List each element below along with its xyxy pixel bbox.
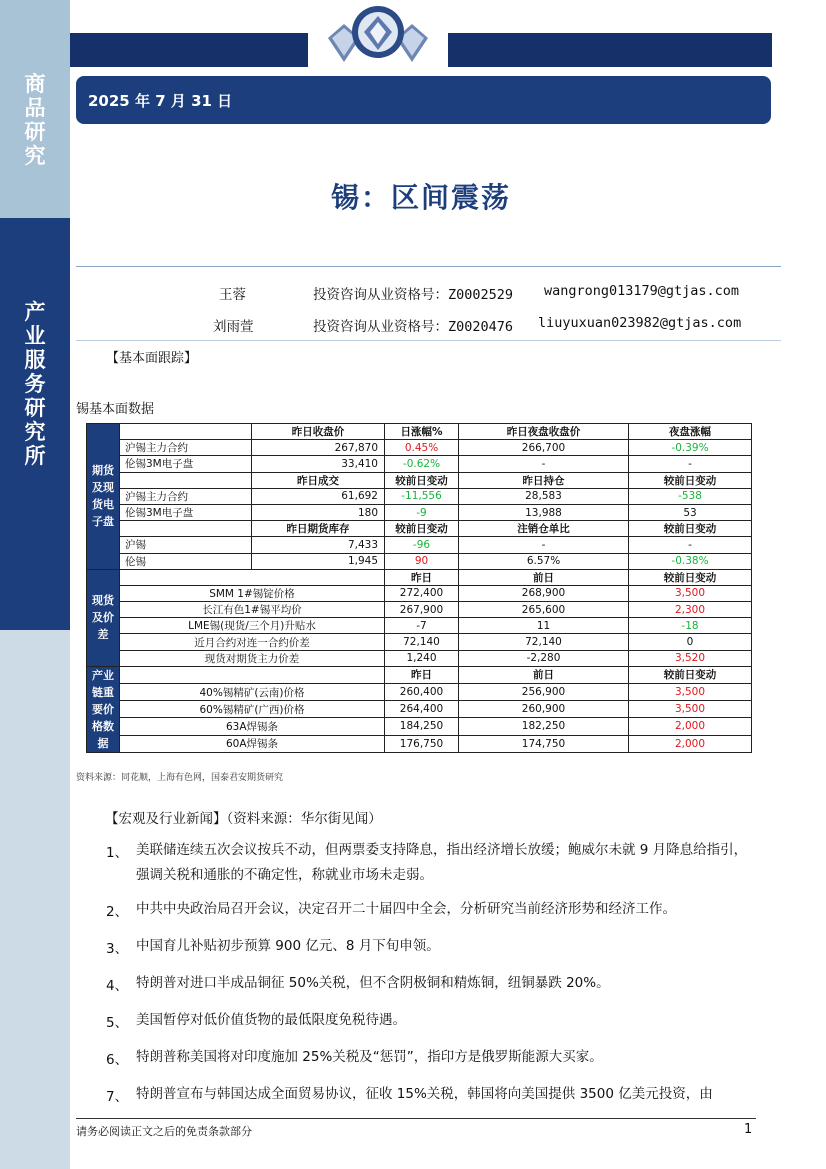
- group-label: 现货及价差: [87, 569, 120, 666]
- table-cell: 33,410: [252, 456, 385, 472]
- table-cell: 2,000: [629, 718, 752, 735]
- column-header: 较前日变动: [629, 521, 752, 537]
- table-cell: -11,556: [385, 488, 459, 504]
- group-label: 期货及现货电子盘: [87, 424, 120, 570]
- news-item: 中共中央政治局召开会议，决定召开二十届四中全会，分析研究当前经济形势和经济工作。: [136, 901, 676, 917]
- table-header-row: [87, 472, 752, 488]
- sidebar-char: 品: [24, 95, 46, 120]
- row-label: 现货对期货主力价差: [120, 650, 385, 666]
- news-item: 中国育儿补贴初步预算 900 亿元、8 月下旬申领。: [136, 938, 440, 954]
- report-title: 锡：区间震荡: [330, 181, 511, 214]
- sidebar-char: 研: [24, 119, 46, 144]
- table-cell: -0.39%: [629, 440, 752, 456]
- table-row: [87, 488, 752, 504]
- column-header: 日涨幅%: [385, 424, 459, 440]
- column-header: 较前日变动: [629, 472, 752, 488]
- table-cell: 7,433: [252, 537, 385, 553]
- table-cell: -0.38%: [629, 553, 752, 569]
- table-cell: 184,250: [385, 718, 459, 735]
- table-row: [87, 504, 752, 520]
- row-label: [120, 521, 252, 537]
- sidebar-char: 务: [24, 371, 46, 396]
- row-label: 沪锡主力合约: [120, 488, 252, 504]
- column-header: 夜盘涨幅: [629, 424, 752, 440]
- table-cell: 0: [629, 634, 752, 650]
- table-row: [87, 634, 752, 650]
- table-cell: 1,240: [385, 650, 459, 666]
- table-cell: 3,500: [629, 701, 752, 718]
- table-row: [87, 718, 752, 735]
- table-cell: -538: [629, 488, 752, 504]
- side-bar-bottom: [0, 630, 70, 1169]
- column-header: 较前日变动: [385, 472, 459, 488]
- row-label: [120, 472, 252, 488]
- table-cell: 2,000: [629, 735, 752, 752]
- news-number: 1、: [106, 845, 129, 861]
- table-cell: 266,700: [459, 440, 629, 456]
- table-row: [87, 537, 752, 553]
- table-cell: -0.62%: [385, 456, 459, 472]
- page-number: 1: [744, 1122, 753, 1137]
- table-cell: -18: [629, 618, 752, 634]
- group-label: 产业链重要价格数据: [87, 666, 120, 752]
- section-heading-news: 【宏观及行业新闻】（资料来源：华尔街见闻）: [105, 811, 382, 827]
- row-label: 近月合约对连一合约价差: [120, 634, 385, 650]
- table-cell: 3,500: [629, 684, 752, 701]
- row-label: LME锡(现货/三个月)升贴水: [120, 618, 385, 634]
- footer-divider: [76, 1118, 756, 1119]
- column-header: 前日: [459, 666, 629, 683]
- news-number: 5、: [106, 1015, 129, 1031]
- author-email[interactable]: liuyuxuan023982@gtjas.com: [538, 315, 742, 331]
- column-header: 昨日: [385, 569, 459, 585]
- column-header: 昨日收盘价: [252, 424, 385, 440]
- table-cell: 0.45%: [385, 440, 459, 456]
- sidebar-char: 产: [24, 299, 46, 324]
- table-cell: 267,900: [385, 602, 459, 618]
- column-header: 昨日夜盘收盘价: [459, 424, 629, 440]
- column-header: 昨日期货库存: [252, 521, 385, 537]
- divider: [76, 266, 781, 267]
- column-header: 昨日持仓: [459, 472, 629, 488]
- sidebar-char: 究: [24, 143, 46, 168]
- table-cell: 28,583: [459, 488, 629, 504]
- table-header-row: [87, 666, 752, 683]
- divider: [76, 340, 781, 341]
- table-cell: 260,900: [459, 701, 629, 718]
- table-row: [87, 602, 752, 618]
- table-cell: 264,400: [385, 701, 459, 718]
- news-item: 美联储连续五次会议按兵不动，但两票委支持降息，指出经济增长放缓；鲍威尔未就 9 月降息给指引，强调关税和通胀的不确定性，称就业市场未走弱。: [136, 842, 748, 883]
- table-cell: 256,900: [459, 684, 629, 701]
- table-cell: 2,300: [629, 602, 752, 618]
- author-cert: 投资咨询从业资格号：Z0020476: [313, 319, 514, 335]
- table-cell: -9: [385, 504, 459, 520]
- table-cell: 6.57%: [459, 553, 629, 569]
- table-cell: -: [629, 537, 752, 553]
- table-row: [87, 440, 752, 456]
- table-cell: 90: [385, 553, 459, 569]
- table-cell: 72,140: [385, 634, 459, 650]
- table-cell: 1,945: [252, 553, 385, 569]
- row-label: 伦锡: [120, 553, 252, 569]
- table-cell: -: [459, 537, 629, 553]
- table-row: [87, 701, 752, 718]
- table-cell: 11: [459, 618, 629, 634]
- table-cell: 61,692: [252, 488, 385, 504]
- column-header: 昨日成交: [252, 472, 385, 488]
- table-cell: -: [459, 456, 629, 472]
- table-cell: 3,500: [629, 585, 752, 601]
- table-cell: -96: [385, 537, 459, 553]
- table-row: [87, 618, 752, 634]
- table-cell: 182,250: [459, 718, 629, 735]
- row-label: 伦锡3M电子盘: [120, 456, 252, 472]
- table-cell: 267,870: [252, 440, 385, 456]
- table-row: [87, 456, 752, 472]
- column-header: 前日: [459, 569, 629, 585]
- table-row: [87, 553, 752, 569]
- sidebar-char: 研: [24, 395, 46, 420]
- table-cell: 3,520: [629, 650, 752, 666]
- news-item: 特朗普称美国将对印度施加 25%关税及“惩罚”，指印方是俄罗斯能源大买家。: [136, 1049, 603, 1065]
- table-cell: 268,900: [459, 585, 629, 601]
- news-number: 3、: [106, 941, 129, 957]
- row-label: [120, 424, 252, 440]
- fundamentals-table: [86, 423, 752, 753]
- news-number: 7、: [106, 1089, 129, 1105]
- table-cell: 53: [629, 504, 752, 520]
- table-cell: -2,280: [459, 650, 629, 666]
- industry-research-label: [0, 300, 70, 468]
- news-number: 2、: [106, 904, 129, 920]
- news-number: 6、: [106, 1052, 129, 1068]
- table-cell: 13,988: [459, 504, 629, 520]
- news-item: 美国暂停对低价值货物的最低限度免税待遇。: [136, 1012, 406, 1028]
- column-header: 较前日变动: [629, 666, 752, 683]
- sidebar-char: 商: [24, 71, 46, 96]
- column-header: 昨日: [385, 666, 459, 683]
- table-cell: 272,400: [385, 585, 459, 601]
- row-label: SMM 1#锡锭价格: [120, 585, 385, 601]
- disclaimer-note: 请务必阅读正文之后的免责条款部分: [76, 1125, 252, 1138]
- table-cell: 174,750: [459, 735, 629, 752]
- row-label: 63A焊锡条: [120, 718, 385, 735]
- row-label: [120, 569, 385, 585]
- news-item: 特朗普宣布与韩国达成全面贸易协议，征收 15%关税，韩国将向美国提供 3500 亿美元投资，由: [136, 1086, 713, 1102]
- side-bar: [0, 0, 70, 1169]
- row-label: 伦锡3M电子盘: [120, 504, 252, 520]
- report-date: 2025 年 7 月 31 日: [88, 92, 233, 110]
- column-header: 注销仓单比: [459, 521, 629, 537]
- column-header: 较前日变动: [629, 569, 752, 585]
- row-label: 沪锡: [120, 537, 252, 553]
- table-row: [87, 585, 752, 601]
- table-cell: 180: [252, 504, 385, 520]
- table-caption: 锡基本面数据: [76, 402, 155, 417]
- author-cert: 投资咨询从业资格号：Z0002529: [313, 287, 514, 303]
- diamond-logo-icon: [308, 2, 448, 68]
- table-cell: 72,140: [459, 634, 629, 650]
- news-item: 特朗普对进口半成品铜征 50%关税，但不含阴极铜和精炼铜，纽铜暴跌 20%。: [136, 975, 610, 991]
- sidebar-char: 究: [24, 419, 46, 444]
- table-row: [87, 735, 752, 752]
- row-label: 60A焊锡条: [120, 735, 385, 752]
- table-cell: -7: [385, 618, 459, 634]
- table-row: [87, 650, 752, 666]
- table-cell: 260,400: [385, 684, 459, 701]
- table-header-row: [87, 569, 752, 585]
- row-label: 40%锡精矿(云南)价格: [120, 684, 385, 701]
- table-source: 资料来源：同花顺，上海有色网，国泰君安期货研究: [76, 773, 284, 783]
- table-row: [87, 684, 752, 701]
- commodity-research-label: [0, 72, 70, 168]
- sidebar-char: 服: [24, 347, 46, 372]
- sidebar-char: 业: [24, 323, 46, 348]
- table-cell: 265,600: [459, 602, 629, 618]
- table-cell: -: [629, 456, 752, 472]
- author-name: 王蓉: [219, 287, 246, 303]
- section-heading-basic: 【基本面跟踪】: [106, 351, 198, 366]
- row-label: [120, 666, 385, 683]
- table-header-row: [87, 424, 752, 440]
- sidebar-char: 所: [24, 443, 46, 468]
- author-name: 刘雨萱: [213, 319, 254, 335]
- row-label: 沪锡主力合约: [120, 440, 252, 456]
- table-cell: 176,750: [385, 735, 459, 752]
- row-label: 60%锡精矿(广西)价格: [120, 701, 385, 718]
- author-email[interactable]: wangrong013179@gtjas.com: [544, 283, 740, 299]
- column-header: 较前日变动: [385, 521, 459, 537]
- table-header-row: [87, 521, 752, 537]
- row-label: 长江有色1#锡平均价: [120, 602, 385, 618]
- news-number: 4、: [106, 978, 129, 994]
